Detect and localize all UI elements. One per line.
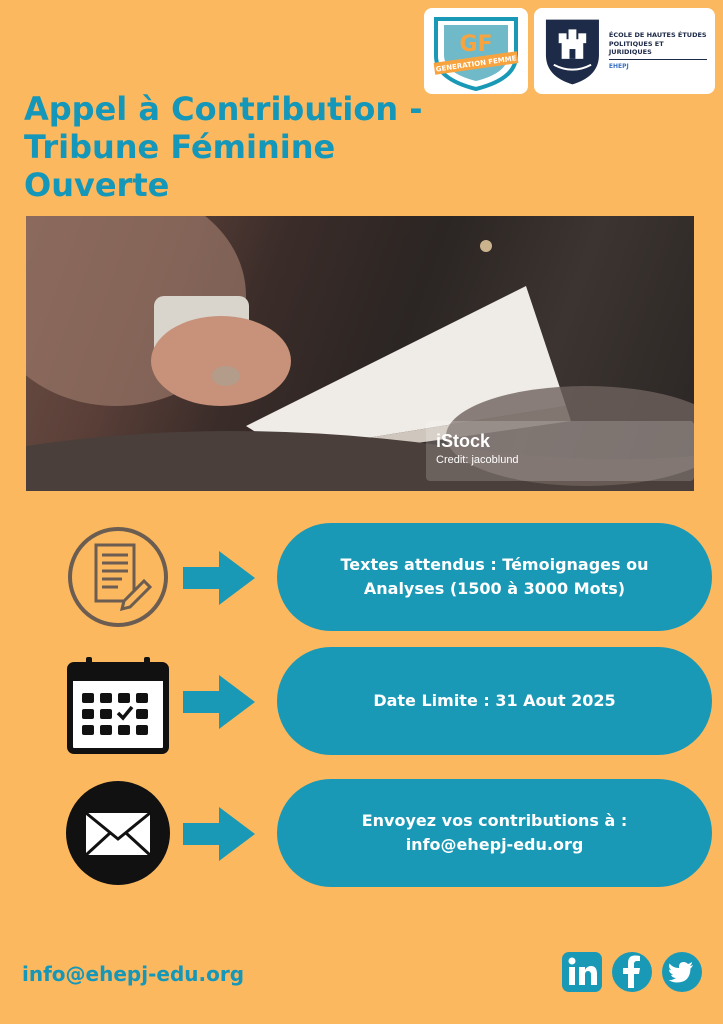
- ehepj-shield-icon: [542, 15, 603, 87]
- partner-logos: [424, 8, 715, 94]
- generation-femme-logo: [424, 8, 528, 94]
- linkedin-icon[interactable]: [560, 950, 604, 994]
- arrow-right-icon: [183, 675, 255, 729]
- istock-brand: iStock: [436, 431, 491, 451]
- ehepj-name: ÉCOLE DE HAUTES ÉTUDES POLITIQUES ET JURIDIQUES EHEPJ: [608, 31, 707, 70]
- info-row-deadline: [0, 647, 723, 757]
- deadline-banner: [277, 647, 712, 755]
- title-line-3: Ouverte: [24, 166, 170, 204]
- ehepj-logo: [534, 8, 715, 94]
- arrow-right-icon: [183, 807, 255, 861]
- texts-expected-text: Textes attendus : Témoignages ou Analyses (1500 à 3000 Mots): [340, 555, 649, 598]
- twitter-icon[interactable]: [660, 950, 704, 994]
- deadline-text: Date Limite : 31 Aout 2025: [373, 691, 616, 710]
- hero-photo: [26, 216, 694, 491]
- page-title: [24, 90, 494, 204]
- info-row-texts: [0, 523, 723, 633]
- contact-banner: [277, 779, 712, 887]
- photo-credit: Credit: jacoblund: [436, 454, 519, 466]
- envelope-icon: [64, 779, 172, 887]
- document-pen-icon: [64, 523, 172, 631]
- footer-email-link[interactable]: info@ehepj-edu.org: [22, 962, 245, 986]
- calendar-icon: [64, 647, 172, 755]
- social-links: [560, 950, 704, 994]
- title-line-1: Appel à Contribution -: [24, 90, 423, 128]
- generation-femme-wordmark: GENERATION FEMME: [435, 54, 517, 74]
- facebook-icon[interactable]: [610, 950, 654, 994]
- texts-expected-banner: [277, 523, 712, 631]
- istock-watermark: [426, 421, 694, 481]
- contact-text[interactable]: Envoyez vos contributions à : info@ehepj-edu.org: [361, 811, 628, 854]
- title-line-2: Tribune Féminine: [24, 128, 336, 166]
- info-row-contact: [0, 779, 723, 889]
- arrow-right-icon: [183, 551, 255, 605]
- gf-mark: GF: [459, 32, 493, 57]
